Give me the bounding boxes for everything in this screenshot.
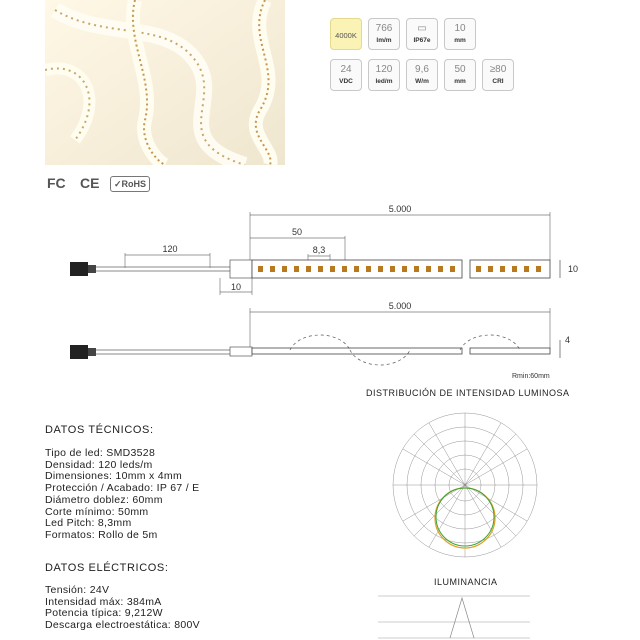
ilum-title: ILUMINANCIA [434, 577, 498, 587]
connector-length-label: 10 [230, 282, 242, 292]
length-side-label: 5.000 [388, 301, 412, 311]
polar-intensity-diagram [370, 400, 560, 565]
polar-title: DISTRIBUCIÓN DE INTENSIDAD LUMINOSA [366, 388, 570, 398]
connector-top [70, 262, 88, 276]
voltage-icon: 24 VDC [330, 59, 362, 91]
elec-title: DATOS ELÉCTRICOS: [45, 562, 169, 574]
tech-line: Formatos: Rollo de 5m [45, 528, 158, 541]
elec-line: Potencia típica: 9,212W [45, 607, 163, 620]
thickness-label: 4 [565, 335, 571, 345]
tech-line: Dimensiones: 10mm x 4mm [45, 470, 183, 483]
fc-logo: FC [47, 175, 66, 191]
cut-length-icon: 50 mm [444, 59, 476, 91]
elec-line: Tensión: 24V [45, 584, 110, 596]
tech-line: Protección / Acabado: IP 67 / E [45, 482, 200, 495]
led-density-icon: 120 led/m [368, 59, 400, 91]
length-top-label: 5.000 [388, 204, 412, 214]
spec-icons [330, 14, 630, 94]
elec-list [45, 585, 200, 632]
tech-line: Corte mínimo: 50mm [45, 505, 149, 518]
tech-list [45, 448, 199, 542]
rmin-label: Rmin:60mm [512, 373, 550, 380]
elec-line: Intensidad máx: 384mA [45, 595, 162, 608]
power-icon: 9,6 W/m [406, 59, 438, 91]
cable-length-label: 120 [162, 244, 178, 254]
led-strip-photo [45, 0, 285, 165]
color-temperature-icon: 4000K [330, 18, 362, 50]
width-icon: 10 mm [444, 18, 476, 50]
illuminance-diagram [370, 590, 535, 640]
tech-line: Densidad: 120 leds/m [45, 458, 153, 471]
tech-line: Tipo de led: SMD3528 [45, 447, 156, 459]
connector-side [70, 345, 88, 359]
ce-logo: CE [80, 175, 100, 191]
tech-title: DATOS TÉCNICOS: [45, 424, 154, 436]
strip-side-view [252, 348, 462, 354]
lumen-icon: 766 lm/m [368, 18, 400, 50]
width-label: 10 [568, 264, 579, 274]
elec-line: Descarga electroestática: 800V [45, 619, 200, 632]
cri-icon: ≥80 CRI [482, 59, 514, 91]
pitch-label: 8,3 [312, 245, 326, 255]
ip-rating-icon: ▭ IP67e [406, 18, 438, 50]
tech-line: Diámetro doblez: 60mm [45, 493, 163, 506]
rohs-logo: ✓ RoHS [110, 176, 150, 192]
tech-line: Led Pitch: 8,3mm [45, 517, 132, 530]
technical-drawing [60, 200, 580, 385]
cut-length-label: 50 [291, 227, 303, 237]
product-photo [45, 0, 285, 165]
